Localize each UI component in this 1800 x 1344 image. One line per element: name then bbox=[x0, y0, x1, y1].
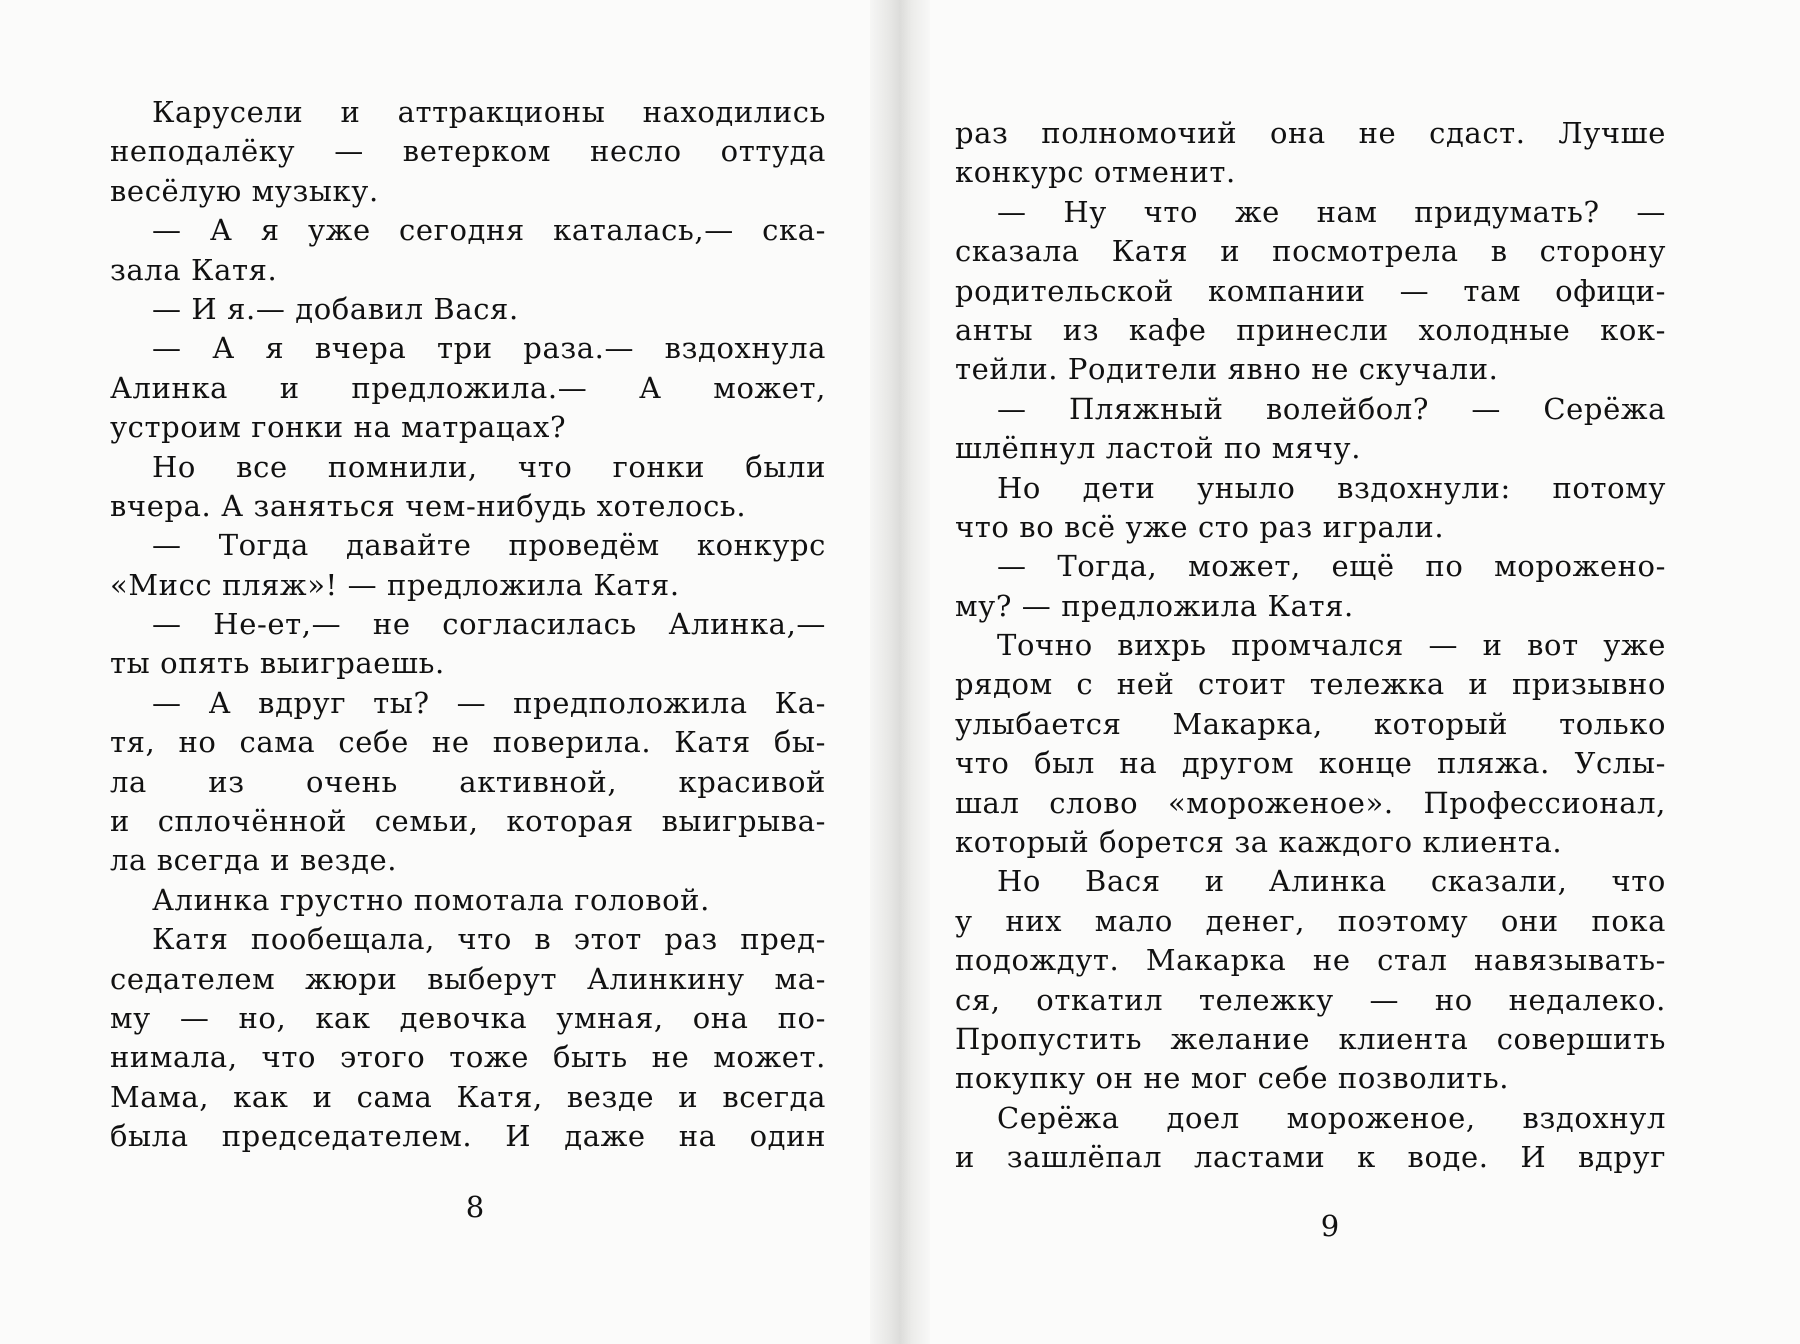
text-line: Но дети уныло вздохнули: потому bbox=[997, 470, 1666, 505]
text-line: Но все помнили, что гонки были bbox=[152, 449, 826, 484]
text-line: нимала, что этого тоже быть не может. bbox=[110, 1040, 826, 1075]
text-line: Серёжа доел мороженое, вздохнул bbox=[997, 1100, 1666, 1135]
text-line: Но Вася и Алинка сказали, что bbox=[997, 864, 1666, 899]
left-page bbox=[0, 0, 880, 1344]
text-line: — А я вчера три раза.— вздохнула bbox=[152, 331, 826, 366]
text-line: Точно вихрь промчался — и вот уже bbox=[997, 628, 1666, 663]
text-line: ты опять выиграешь. bbox=[110, 646, 445, 681]
text-line: и зашлёпал ластами к воде. И вдруг bbox=[955, 1140, 1666, 1175]
text-line: что во всё уже сто раз играли. bbox=[955, 509, 1445, 544]
text-line: Пропустить желание клиента совершить bbox=[955, 1021, 1666, 1056]
text-line: и сплочённой семьи, которая выигрыва- bbox=[110, 804, 826, 839]
text-line: неподалёку — ветерком несло оттуда bbox=[110, 134, 826, 169]
text-line: улыбается Макарка, который только bbox=[955, 706, 1666, 741]
text-line: была председателем. И даже на один bbox=[110, 1119, 826, 1154]
text-line: покупку он не мог себе позволить. bbox=[955, 1061, 1510, 1096]
text-line: му — но, как девочка умная, она по- bbox=[110, 1000, 826, 1035]
text-line: который борется за каждого клиента. bbox=[955, 825, 1563, 860]
right-page bbox=[920, 0, 1800, 1344]
text-line: рядом с ней стоит тележка и призывно bbox=[955, 667, 1666, 702]
text-line: — Ну что же нам придумать? — bbox=[997, 194, 1666, 229]
text-line: — Тогда давайте проведём конкурс bbox=[152, 528, 826, 563]
text-line: — Тогда, может, ещё по мороженo- bbox=[997, 549, 1666, 584]
text-line: вчера. А заняться чем-нибудь хотелось. bbox=[110, 488, 747, 523]
left-page-text bbox=[110, 93, 826, 1157]
text-line: шал слово «мороженое». Профессионал, bbox=[955, 785, 1666, 820]
text-line: весёлую музыку. bbox=[110, 173, 379, 208]
text-line: му? — предложила Катя. bbox=[955, 588, 1354, 623]
text-line: у них мало денег, поэтому они пока bbox=[955, 903, 1666, 938]
text-line: Мама, как и сама Катя, везде и всегда bbox=[110, 1079, 826, 1114]
text-line: шлёпнул ластой по мячу. bbox=[955, 431, 1362, 466]
text-line: — А вдруг ты? — предположила Ка- bbox=[152, 685, 826, 720]
text-line: седателем жюри выберут Алинкину ма- bbox=[110, 961, 826, 996]
text-line: — А я уже сегодня каталась,— ска- bbox=[152, 213, 826, 248]
text-line: Карусели и аттракционы находились bbox=[152, 95, 826, 129]
text-line: зала Катя. bbox=[110, 252, 278, 287]
left-page-number: 8 bbox=[465, 1190, 485, 1224]
text-line: конкурс отменит. bbox=[955, 155, 1236, 190]
text-line: Алинка грустно помотала головой. bbox=[152, 882, 710, 917]
text-line: «Мисс пляж»! — предложила Катя. bbox=[110, 567, 680, 602]
text-line: сказала Катя и посмотрела в сторону bbox=[955, 234, 1666, 269]
text-line: ла всегда и везде. bbox=[110, 843, 398, 878]
text-line: ла из очень активной, красивой bbox=[110, 764, 826, 799]
text-line: — Пляжный волейбол? — Серёжа bbox=[997, 391, 1666, 426]
text-line: устроим гонки на матрацах? bbox=[110, 410, 567, 445]
text-line: подождут. Макарка не стал навязывать- bbox=[955, 943, 1666, 978]
text-line: ся, откатил тележку — но недалеко. bbox=[955, 982, 1666, 1017]
text-line: Катя пообещала, что в этот раз пред- bbox=[152, 922, 826, 957]
text-line: тейли. Родители явно не скучали. bbox=[955, 352, 1499, 387]
right-page-number: 9 bbox=[1320, 1209, 1340, 1243]
text-line: тя, но сама себе не поверила. Катя бы- bbox=[110, 725, 826, 760]
text-line: раз полномочий она не сдаст. Лучше bbox=[955, 116, 1666, 150]
text-line: что был на другом конце пляжа. Услы- bbox=[955, 746, 1666, 781]
text-line: — Не-ет,— не согласилась Алинка,— bbox=[152, 607, 826, 642]
text-line: анты из кафе принесли холодные кок- bbox=[955, 312, 1666, 347]
right-page-text bbox=[955, 114, 1666, 1178]
text-line: родительской компании — там офици- bbox=[955, 273, 1666, 308]
text-line: Алинка и предложила.— А может, bbox=[110, 370, 826, 405]
text-line: — И я.— добавил Вася. bbox=[152, 291, 519, 326]
